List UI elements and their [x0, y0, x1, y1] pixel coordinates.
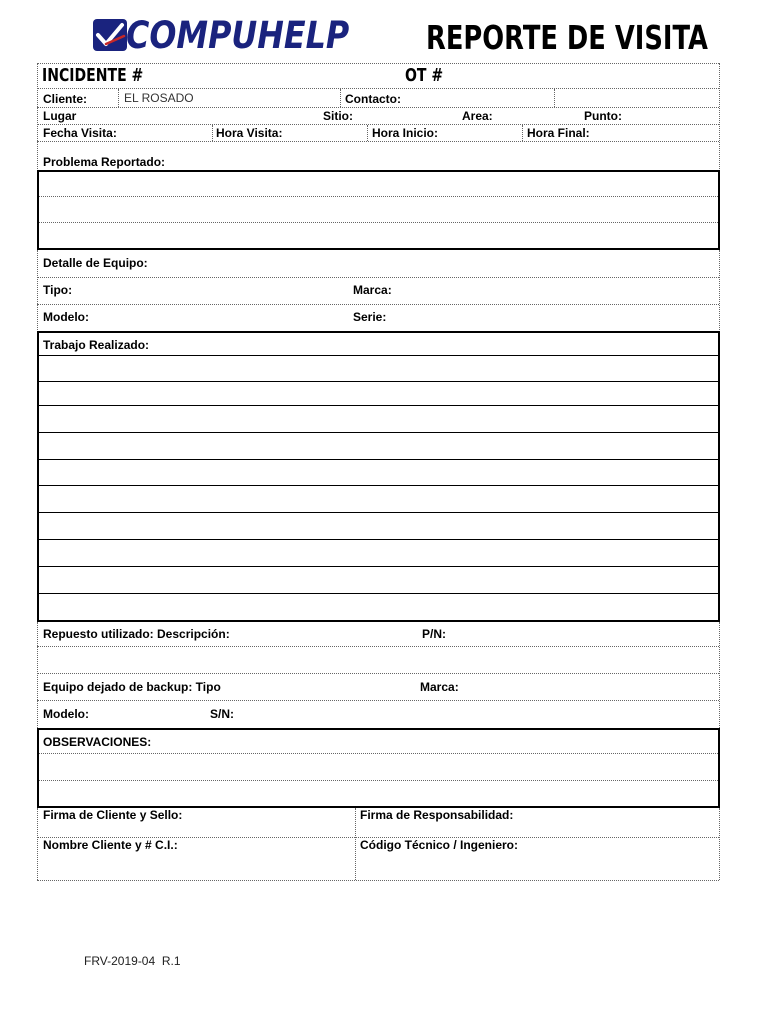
logo-text: COMPUHELP [126, 14, 350, 57]
pn-label: P/N: [422, 627, 446, 641]
trabajo-box[interactable] [37, 331, 720, 622]
codigo-tecnico-label: Código Técnico / Ingeniero: [360, 838, 519, 852]
cliente-value[interactable]: EL ROSADO [124, 91, 194, 105]
observaciones-label: OBSERVACIONES: [43, 735, 152, 749]
hora-inicio-label: Hora Inicio: [372, 126, 439, 140]
ot-label: OT # [405, 65, 444, 86]
incidente-field[interactable] [140, 65, 390, 87]
trabajo-label: Trabajo Realizado: [43, 338, 150, 352]
tipo-label: Tipo: [43, 283, 73, 297]
backup-tipo-label: Equipo dejado de backup: Tipo [43, 680, 221, 694]
incidente-label: INCIDENTE # [42, 65, 144, 86]
modelo-label: Modelo: [43, 310, 89, 324]
compuhelp-logo-icon [93, 19, 127, 51]
backup-modelo-label: Modelo: [43, 707, 89, 721]
contacto-label: Contacto: [345, 92, 401, 106]
backup-marca-label: Marca: [420, 680, 459, 694]
contacto-field[interactable] [410, 89, 550, 107]
ot-field[interactable] [445, 65, 715, 87]
form-code: FRV-2019-04 R.1 [84, 954, 181, 968]
header [0, 0, 768, 60]
nombre-cliente-label: Nombre Cliente y # C.I.: [43, 838, 178, 852]
punto-label: Punto: [584, 109, 622, 123]
cliente-label: Cliente: [43, 92, 88, 106]
problema-label: Problema Reportado: [43, 155, 166, 169]
hora-final-label: Hora Final: [527, 126, 590, 140]
fecha-visita-label: Fecha Visita: [43, 126, 117, 140]
hora-visita-label: Hora Visita: [216, 126, 283, 140]
problema-box[interactable] [37, 170, 720, 250]
backup-sn-label: S/N: [210, 707, 234, 721]
repuesto-label: Repuesto utilizado: Descripción: [43, 627, 230, 641]
lugar-label: Lugar [43, 109, 77, 123]
serie-label: Serie: [353, 310, 387, 324]
firma-cliente-label: Firma de Cliente y Sello: [43, 808, 183, 822]
firma-responsabilidad-label: Firma de Responsabilidad: [360, 808, 514, 822]
report-title: REPORTE DE VISITA [426, 18, 708, 57]
area-label: Area: [462, 109, 493, 123]
sitio-label: Sitio: [323, 109, 353, 123]
detalle-equipo-label: Detalle de Equipo: [43, 256, 148, 270]
marca-label: Marca: [353, 283, 392, 297]
